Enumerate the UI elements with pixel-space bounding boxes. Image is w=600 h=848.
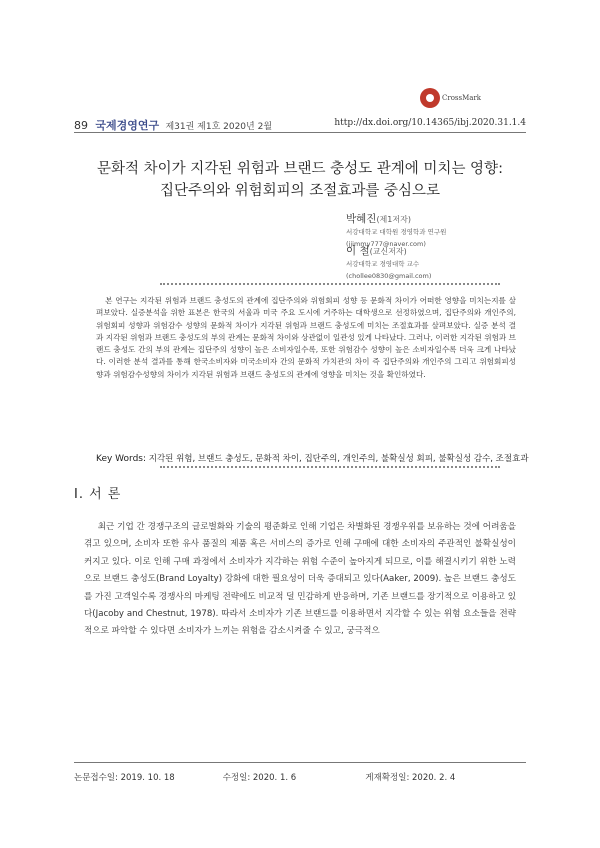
author-email[interactable]: (chollee0830@gmail.com) [346,272,432,280]
volume-info: 제31권 제1호 2020년 2월 [165,122,273,132]
title-line-1: 문화적 차이가 지각된 위험과 브랜드 충성도 관계에 미치는 영향: [97,161,503,177]
author-block-2 [346,245,431,282]
crossmark-logo[interactable] [420,88,500,110]
abstract-top-divider [160,283,500,285]
page-number: 89 [74,119,88,132]
header-rule [74,132,526,133]
author-role: (교신저자) [369,247,407,256]
keywords-text: 지각된 위험, 브랜드 충성도, 문화적 차이, 집단주의, 개인주의, 불확실성 회피, 불확실성 감수, 조절효과 [148,454,529,464]
author-name: 박혜진 [346,213,377,225]
author-email[interactable]: (jjimmy777@naver.com) [346,240,426,248]
keywords-label: Key Words: [96,454,147,464]
crossmark-text: CrossMark [442,94,482,102]
body-paragraph: 최근 기업 간 경쟁구조의 글로벌화와 기술의 평준화로 인해 기업은 차별화된 경쟁우위를 보유하는 것에 어려움을 겪고 있으며, 소비자 또한 유사 품질의 제품 혹은 서비스의 증가로 인해 구매에 대한 소비자의 주관적인 불확실성이 커지고 있다. 이로 인해 구매 과정에서 소비자가 지각하는 위험 수준이 높아지게 되므로, 이를 해결시키기 위한 노력으로 브랜드 충성도(Brand Loyalty) 강화에 대한 필요성이 더욱 증대되고 있다(Aaker, 2009). 높은 브랜드 충성도를 가진 고객일수록 경쟁사의 마케팅 전략에도 비교적 덜 민감하게 반응하며, 기존 브랜드를 장기적으로 이용하고 있다(Jacoby and Chestnut, 1978). 따라서 소비자가 기존 브랜드를 이용하면서 지각할 수 있는 위험 요소들을 전략적으로 파악할 수 있다면 소비자가 느끼는 위험을 감소시켜줄 수 있고, 궁극적으 [84,522,516,637]
section-heading: Ⅰ. 서 론 [74,487,122,502]
author-affiliation: 서강대학교 대학원 경영학과 연구원 [346,228,447,236]
accepted-date: 게재확정일: 2020. 2. 4 [365,773,456,783]
author-role: (제1저자) [376,215,411,224]
paper-title [74,158,526,202]
running-header [74,117,272,133]
title-line-2: 집단주의와 위험회피의 조절효과를 중심으로 [160,183,440,199]
received-date: 논문접수일: 2019. 10. 18 [74,773,175,783]
doi-link[interactable]: http://dx.doi.org/10.14365/ibj.2020.31.1.4 [334,118,526,128]
footer-rule [74,762,526,763]
keywords [96,452,529,464]
keywords-divider [160,466,500,468]
abstract-text: 본 연구는 지각된 위험과 브랜드 충성도의 관계에 집단주의와 위험회피 성향 등 문화적 차이가 어떠한 영향을 미치는지를 살펴보았다. 실증분석을 위한 표본은 한국의 서울과 미국 주요 도시에 거주하는 대학생으로 선정하였으며, 집단주의와 개인주의, 위험회피 성향과 위험감수 성향의 문화적 차이가 지각된 위험과 브랜드 충성도에 미치는 조절효과를 살펴보았다. 실증 분석 결과 지각된 위험과 브랜드 충성도의 부의 관계는 문화적 차이와 상관없이 일관성 있게 나타났다. 그러나, 이러한 지각된 위험과 브랜드 충성도 간의 부의 관계는 집단주의 성향이 높은 소비자일수록, 또한 위험감수 성향이 높은 소비자일수록 더욱 크게 나타났다. 이러한 분석 결과를 통해 한국소비자와 미국소비자 간의 문화적 가치관의 차이 즉 집단주의와 개인주의 그리고 위험회피성향과 위험감수성향의 차이가 지각된 위험과 브랜드 충성도의 관계에 영향을 미치는 것을 확인하였다. [96,296,516,379]
revised-date: 수정일: 2020. 1. 6 [222,773,297,783]
author-affiliation: 서강대학교 경영대학 교수 [346,260,420,268]
crossmark-icon [420,88,440,108]
journal-name: 국제경영연구 [95,119,160,132]
submission-dates [74,771,455,783]
author-name: 이 철 [346,245,370,257]
